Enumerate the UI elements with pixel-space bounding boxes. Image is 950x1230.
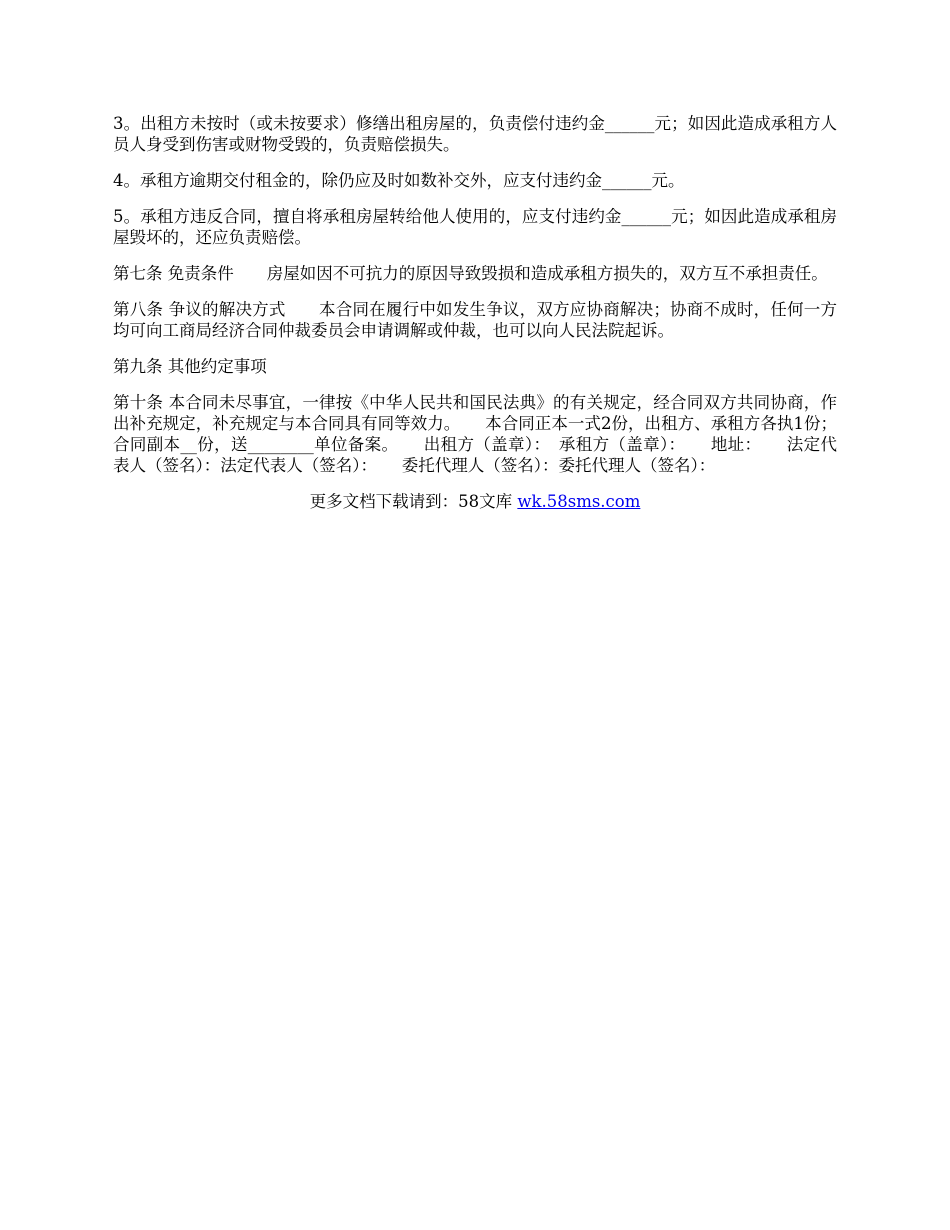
clause-5-sublet: 5。承租方违反合同，擅自将承租房屋转给他人使用的，应支付违约金______元；如因此造成承租房屋毁坏的，还应负责赔偿。 [113,207,837,247]
clause-4-late-rent: 4。承租方逾期交付租金的，除仍应及时如数补交外，应支付违约金______元。 [113,171,685,190]
article-8-dispute: 第八条 争议的解决方式 本合同在履行中如发生争议，双方应协商解决；协商不成时，任何一方均可向工商局经济合同仲裁委员会申请调解或仲裁，也可以向人民法院起诉。 [113,300,837,340]
download-footer [113,491,837,512]
footer-link[interactable]: wk.58sms.com [517,492,641,511]
article-9-other: 第九条 其他约定事项 [113,357,267,376]
document-body [113,113,837,512]
article-7-exemption: 第七条 免责条件 房屋如因不可抗力的原因导致毁损和造成承租方损失的，双方互不承担责任。 [113,264,828,283]
article-10-supplement: 第十条 本合同未尽事宜，一律按《中华人民共和国民法典》的有关规定，经合同双方共同协商，作出补充规定，补充规定与本合同具有同等效力。 本合同正本一式2份，出租方、承租方各执1份；合同副本__份，送________单位备案。 出租方（盖章）： 承租方（盖章）： 地址： 法定代表人（签名）：法定代表人（签名）： 委托代理人（签名）：委托代理人（签名）： [113,393,837,475]
footer-prefix: 更多文档下载请到：58文库 [309,492,518,511]
clause-3-penalty-repair: 3。出租方未按时（或未按要求）修缮出租房屋的，负责偿付违约金______元；如因此造成承租方人员人身受到伤害或财物受毁的，负责赔偿损失。 [113,114,837,154]
